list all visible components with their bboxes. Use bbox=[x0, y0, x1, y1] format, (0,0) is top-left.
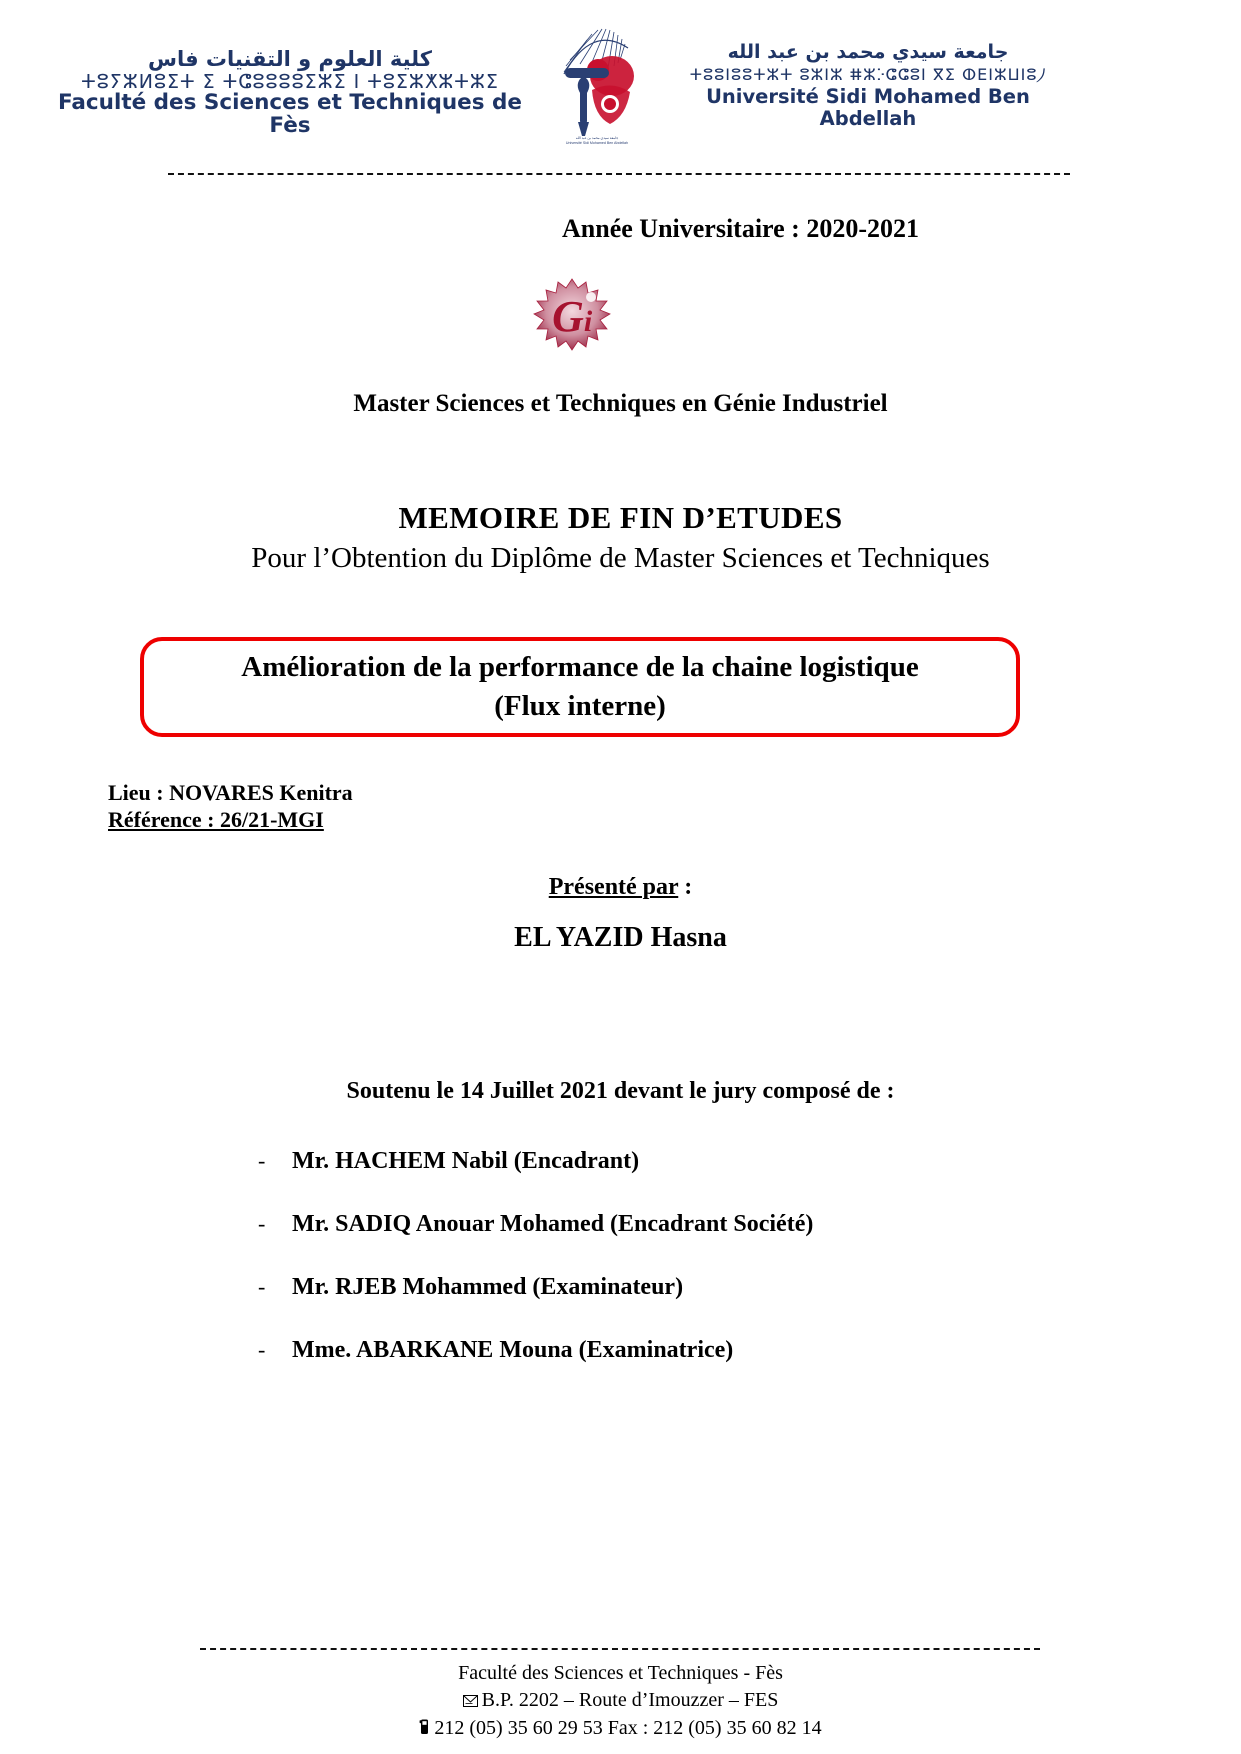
reference-number: Référence : 26/21-MGI bbox=[108, 807, 324, 832]
defense-statement: Soutenu le 14 Juillet 2021 devant le jury composé de : bbox=[346, 1078, 895, 1104]
university-identity-block bbox=[668, 42, 1068, 130]
presented-by-colon: : bbox=[678, 874, 693, 900]
footer-institution: Faculté des Sciences et Techniques - Fès bbox=[458, 1662, 783, 1684]
page-footer bbox=[0, 1660, 1241, 1743]
faculty-name-tifinagh: ⵜⵓⵢⵣⵍⵓⵉⵜ ⵉ ⵜⵛⵓⵓⵓⵓⵉⵣⵉ ⵏ ⵜⵓⵉⵣⵅⵣⵜⵣⵉ bbox=[81, 70, 499, 93]
university-name-tifinagh: ⵜⵓⵓⵏⵓⵓⵜⵣⵜ ⵓⵣⵏⵣ ⵌⵣⴾⵛⵛⵓⵏ ⴳⵉ ⵀⴹⵏⵣⵡⵏⵓ⵰ bbox=[689, 65, 1047, 85]
list-dash: - bbox=[258, 1211, 266, 1236]
jury-member-name: Mr. HACHEM Nabil (Encadrant) bbox=[292, 1148, 640, 1174]
jury-member-row bbox=[258, 1337, 1018, 1400]
footer-phone-line bbox=[0, 1715, 1241, 1743]
page-header bbox=[0, 0, 1241, 160]
list-dash: - bbox=[258, 1148, 266, 1173]
jury-member-name: Mr. RJEB Mohammed (Examinateur) bbox=[292, 1274, 684, 1300]
faculty-identity-block bbox=[55, 48, 525, 138]
svg-text:Université Sidi Mohamed Ben Ab: Université Sidi Mohamed Ben Abdellah bbox=[565, 141, 629, 145]
jury-member-row bbox=[258, 1274, 1018, 1337]
jury-member-name: Mr. SADIQ Anouar Mohamed (Encadrant Société) bbox=[292, 1211, 814, 1237]
faculty-name-french: Faculté des Sciences et Techniques de Fès bbox=[57, 90, 523, 139]
svg-text:جامعة سيدي محمد بن عبد الله: جامعة سيدي محمد بن عبد الله bbox=[575, 136, 619, 140]
presented-by-label: Présenté par bbox=[548, 874, 679, 900]
program-title: Master Sciences et Techniques en Génie Industriel bbox=[353, 390, 888, 417]
university-name-french: Université Sidi Mohamed Ben Abdellah bbox=[706, 85, 1030, 130]
jury-list bbox=[258, 1148, 1018, 1400]
faculty-name-arabic: كلية العلوم و التقنيات فاس bbox=[148, 47, 432, 71]
document-subtitle: Pour l’Obtention du Diplôme de Master Sciences et Techniques bbox=[251, 542, 990, 574]
footer-address-text: B.P. 2202 – Route d’Imouzzer – FES bbox=[481, 1689, 779, 1711]
gi-logo-letter-g: G bbox=[552, 292, 584, 341]
jury-member-row bbox=[258, 1211, 1018, 1274]
footer-address-line bbox=[0, 1687, 1241, 1715]
jury-member-row bbox=[258, 1148, 1018, 1211]
telephone-icon bbox=[419, 1716, 430, 1743]
header-divider bbox=[168, 173, 1070, 175]
thesis-title-line1: Amélioration de la performance de la chaine logistique bbox=[241, 650, 919, 683]
document-type: MEMOIRE DE FIN D’ETUDES bbox=[398, 500, 843, 535]
university-name-arabic: جامعة سيدي محمد بن عبد الله bbox=[727, 41, 1009, 63]
university-crest-icon bbox=[540, 18, 655, 148]
footer-divider bbox=[200, 1648, 1040, 1650]
thesis-title-line2: (Flux interne) bbox=[494, 690, 666, 722]
envelope-icon bbox=[463, 1688, 478, 1715]
jury-member-name: Mme. ABARKANE Mouna (Examinatrice) bbox=[292, 1337, 734, 1363]
gi-starburst-logo-icon bbox=[528, 276, 616, 351]
footer-phone-text: 212 (05) 35 60 29 53 Fax : 212 (05) 35 60 82 14 bbox=[434, 1717, 822, 1739]
list-dash: - bbox=[258, 1337, 266, 1362]
thesis-title-box bbox=[140, 637, 1020, 737]
presented-by-heading bbox=[0, 874, 1241, 901]
academic-year: Année Universitaire : 2020-2021 bbox=[562, 214, 919, 243]
internship-place: Lieu : NOVARES Kenitra bbox=[108, 780, 353, 805]
gi-logo-letter-i: i bbox=[583, 305, 593, 338]
author-name: EL YAZID Hasna bbox=[514, 922, 727, 953]
list-dash: - bbox=[258, 1274, 266, 1299]
